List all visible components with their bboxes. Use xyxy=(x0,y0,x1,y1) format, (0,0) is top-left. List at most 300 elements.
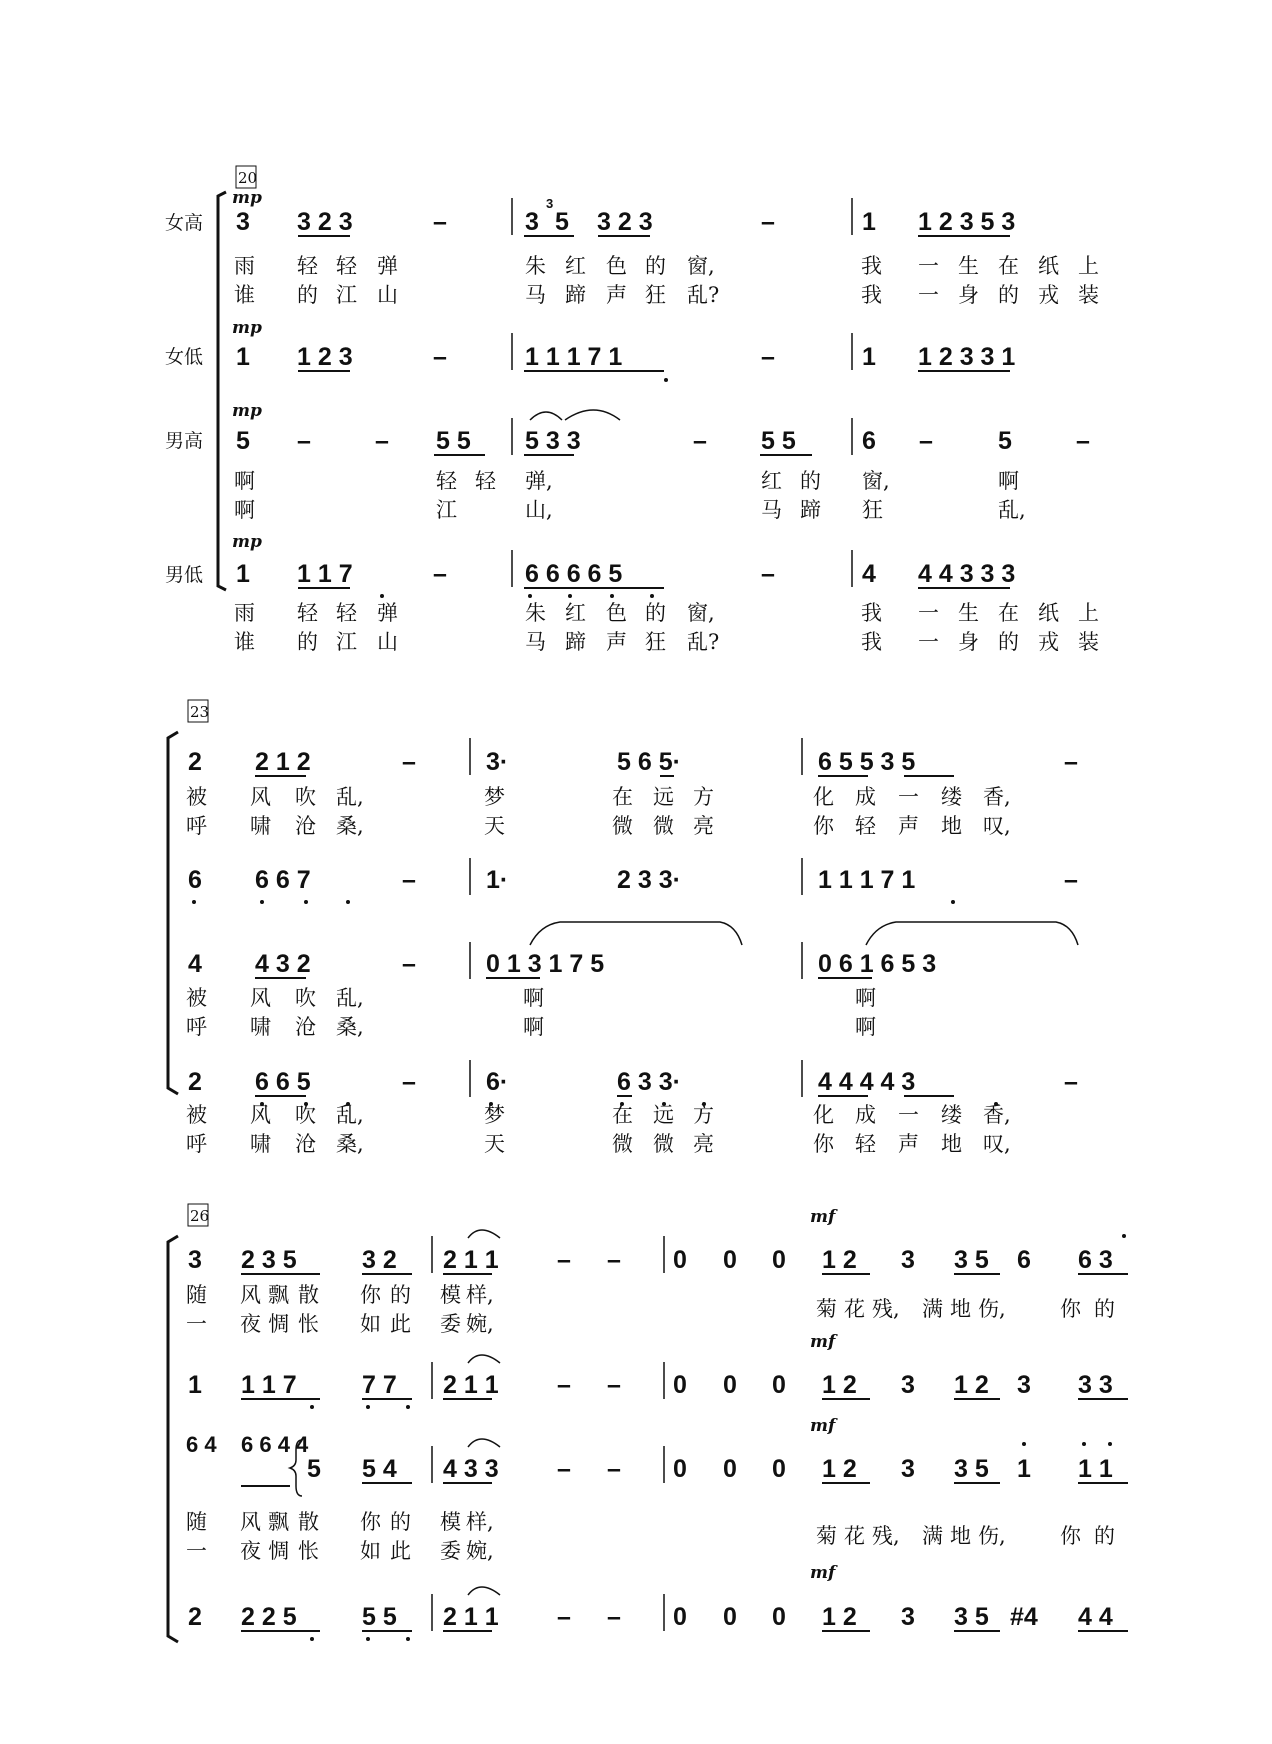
note-group: 0 xyxy=(772,1371,786,1399)
lyric-char: 弹 xyxy=(377,254,398,278)
stave-soprano xyxy=(236,196,1015,236)
lyric-char: 啊 xyxy=(523,1015,544,1039)
lyric-char: 你 xyxy=(1060,1297,1081,1321)
note-group: 3 2 3 xyxy=(297,208,353,236)
lyric-char: 桑, xyxy=(336,1015,364,1039)
lyric-char: 戎 xyxy=(1038,630,1059,654)
stave-alto xyxy=(188,866,1078,904)
lyric-char: 呼 xyxy=(186,1132,207,1156)
lyric-char: 戎 xyxy=(1038,283,1059,307)
lyric-char: 成 xyxy=(855,1103,876,1127)
note-group: 1 xyxy=(862,208,876,236)
lyric-char: 江 xyxy=(336,283,357,307)
lyric-char: 样, xyxy=(466,1283,494,1307)
voice-label: 女低 xyxy=(165,346,204,368)
note-group: – xyxy=(607,1371,621,1399)
note-group: 0 1 3 1 7 5 xyxy=(486,950,605,978)
note-group: – xyxy=(1064,748,1078,776)
octave-dots xyxy=(380,594,654,598)
note-group: 6 4 xyxy=(186,1432,217,1457)
lyric-char: 红 xyxy=(565,254,586,278)
note-group: – xyxy=(607,1246,621,1274)
lyric-char: 风 xyxy=(250,986,271,1010)
lyric-char: 委 xyxy=(440,1539,461,1563)
lyric-char: 啊 xyxy=(523,986,544,1010)
lyric-char: 模 xyxy=(440,1510,461,1534)
lyric-char: 身 xyxy=(958,283,979,307)
lyric-char: 的 xyxy=(800,469,821,493)
note-group: 1 2 xyxy=(822,1371,857,1399)
stave-alto xyxy=(236,343,1015,382)
lyric-char: 随 xyxy=(186,1283,207,1307)
lyric-char: 微 xyxy=(653,1132,674,1156)
note-group: 3 xyxy=(901,1371,915,1399)
barlines xyxy=(470,738,802,1097)
note-group: 4 xyxy=(188,950,202,978)
lyric-char: 红 xyxy=(565,601,586,625)
note-group: 4 4 3 3 3 xyxy=(918,560,1016,588)
slur xyxy=(565,410,620,420)
octave-dots xyxy=(192,900,955,904)
lyric-char: 马 xyxy=(525,630,546,654)
note-group: 2 xyxy=(188,748,202,776)
note-group: – xyxy=(607,1455,621,1483)
note-group: 3 3 xyxy=(1078,1371,1113,1399)
note-group: – xyxy=(1076,427,1090,455)
note-group: – xyxy=(557,1246,571,1274)
note-group: 1 1 7 xyxy=(241,1371,297,1399)
note-group: #4 xyxy=(1010,1603,1038,1631)
stave-soprano xyxy=(188,748,1078,776)
lyric-char: 生 xyxy=(958,601,979,625)
lyric-char: 的 xyxy=(645,601,666,625)
lyric-char: 桑, xyxy=(336,1132,364,1156)
note-group: 6 5 5 3 5 xyxy=(818,748,916,776)
lyric-char: 上 xyxy=(1078,601,1099,625)
note-group: 1· xyxy=(486,866,509,894)
note-group: 1 2 xyxy=(822,1246,857,1274)
note-group: 3 5 xyxy=(954,1603,989,1631)
lyric-char: 委 xyxy=(440,1312,461,1336)
lyric-char: 天 xyxy=(484,814,505,838)
slur xyxy=(530,922,742,945)
lyrics-bass xyxy=(234,601,1099,654)
lyric-char: 轻 xyxy=(436,469,457,493)
lyric-char: 怅 xyxy=(298,1312,319,1336)
note-group: 6 6 7 xyxy=(255,866,311,894)
note-group: 1 2 3 5 3 xyxy=(918,208,1016,236)
stave-bass xyxy=(188,1068,1078,1106)
voice-label: 男低 xyxy=(165,564,204,586)
note-group: – xyxy=(919,427,933,455)
voice-label: 男高 xyxy=(165,430,204,452)
lyric-char: 乱? xyxy=(687,630,720,654)
lyric-char: 轻 xyxy=(475,469,496,493)
lyric-char: 风 xyxy=(240,1510,261,1534)
note-group: 0 xyxy=(772,1246,786,1274)
note-group: 1 xyxy=(236,560,250,588)
note-group: 0 xyxy=(673,1371,687,1399)
note-group: 3 5 xyxy=(954,1246,989,1274)
lyric-char: 在 xyxy=(612,1103,633,1127)
lyric-char: 一 xyxy=(918,254,939,278)
lyric-char: 马 xyxy=(525,283,546,307)
slur xyxy=(468,1230,500,1238)
note-group: – xyxy=(402,866,416,894)
note-group: 7 7 xyxy=(362,1371,397,1399)
lyric-char: 雨 xyxy=(234,601,255,625)
note-group: 2 1 1 xyxy=(443,1603,499,1631)
note-group: 0 xyxy=(723,1603,737,1631)
note-group: 0 xyxy=(772,1603,786,1631)
octave-dot xyxy=(1122,1234,1126,1238)
lyric-char: 朱 xyxy=(525,601,546,625)
lyric-char: 窗, xyxy=(862,469,890,493)
lyric-char: 乱? xyxy=(687,283,720,307)
note-group: 1 1 xyxy=(1078,1455,1113,1483)
note-group: 2 3 3· xyxy=(617,866,681,894)
lyric-char: 沧 xyxy=(295,814,316,838)
note-group: 3 xyxy=(188,1246,202,1274)
lyric-char: 声 xyxy=(898,814,919,838)
note-group: 6 3 xyxy=(1078,1246,1113,1274)
note-group: 0 xyxy=(673,1455,687,1483)
lyric-char: 吹 xyxy=(295,986,316,1010)
lyric-char: 轻 xyxy=(336,601,357,625)
note-group: 0 xyxy=(723,1246,737,1274)
lyrics-soprano xyxy=(234,254,1099,307)
lyric-char: 化 xyxy=(813,785,834,809)
lyric-char: 花 xyxy=(844,1297,865,1321)
lyric-char: 朱 xyxy=(525,254,546,278)
note-group: – xyxy=(402,1068,416,1096)
note-group: 2 1 1 xyxy=(443,1246,499,1274)
note-group: – xyxy=(433,560,447,588)
slur xyxy=(468,1355,500,1363)
note-group: – xyxy=(557,1455,571,1483)
underlines xyxy=(241,1483,1128,1486)
lyric-char: 梦 xyxy=(484,785,505,809)
lyric-char: 此 xyxy=(390,1312,411,1336)
lyric-char: 狂 xyxy=(862,498,883,522)
lyric-char: 山, xyxy=(525,498,553,522)
note-group: 6 6 6 6 5 xyxy=(525,560,623,588)
lyric-char: 沧 xyxy=(295,1132,316,1156)
lyric-char: 的 xyxy=(1094,1524,1115,1548)
note-group: 2 xyxy=(188,1603,202,1631)
note-group: 6 xyxy=(862,427,876,455)
lyric-char: 风 xyxy=(250,1103,271,1127)
note-group: 0 xyxy=(723,1455,737,1483)
lyric-char: 江 xyxy=(336,630,357,654)
note-group: 0 xyxy=(673,1603,687,1631)
lyric-char: 吹 xyxy=(295,1103,316,1127)
lyric-char: 天 xyxy=(484,1132,505,1156)
note-group: 5 6 5· xyxy=(617,748,681,776)
slur xyxy=(866,922,1078,945)
lyric-char: 弹, xyxy=(525,469,553,493)
dynamic-mark: mf xyxy=(810,1416,836,1436)
lyrics-bass xyxy=(186,1103,1011,1156)
lyric-char: 的 xyxy=(297,630,318,654)
slur xyxy=(468,1439,500,1447)
note-group: 3 xyxy=(901,1455,915,1483)
note-group: 5 4 xyxy=(362,1455,397,1483)
lyric-char: 在 xyxy=(998,601,1019,625)
note-group: 3 xyxy=(525,208,539,236)
lyric-char: 身 xyxy=(958,630,979,654)
lyric-char: 叹, xyxy=(983,1132,1011,1156)
stave-alto xyxy=(188,1355,1128,1409)
lyric-char: 伤, xyxy=(978,1297,1006,1321)
stave-tenor xyxy=(188,922,1078,978)
lyric-char: 一 xyxy=(186,1312,207,1336)
lyric-char: 啊 xyxy=(234,498,255,522)
lyric-char: 装 xyxy=(1078,630,1099,654)
note-group: 6· xyxy=(486,1068,509,1096)
note-group: 2 2 5 xyxy=(241,1603,297,1631)
slur xyxy=(468,1587,500,1595)
lyric-char: 沧 xyxy=(295,1015,316,1039)
lyric-char: 蹄 xyxy=(565,283,586,307)
lyric-char: 一 xyxy=(898,785,919,809)
lyric-char: 的 xyxy=(390,1510,411,1534)
note-group: – xyxy=(557,1603,571,1631)
lyric-char: 一 xyxy=(186,1539,207,1563)
lyric-char: 飘 xyxy=(268,1283,289,1307)
note-group: 3· xyxy=(486,748,509,776)
lyric-char: 一 xyxy=(918,630,939,654)
note-group: 1 1 1 7 1 xyxy=(525,343,623,371)
lyric-char: 菊 xyxy=(816,1524,837,1548)
stave-bass xyxy=(188,1587,1128,1641)
lyric-char: 轻 xyxy=(297,601,318,625)
note-group: 5 xyxy=(555,208,569,236)
system-2 xyxy=(168,700,1078,1156)
note-group: 5 5 xyxy=(436,427,471,455)
lyric-char: 你 xyxy=(813,1132,834,1156)
lyric-char: 风 xyxy=(240,1283,261,1307)
note-group: 1 2 3 3 1 xyxy=(918,343,1016,371)
lyric-char: 地 xyxy=(950,1524,971,1548)
lyric-char: 装 xyxy=(1078,283,1099,307)
lyrics-tenor xyxy=(234,469,1026,522)
stave-bass xyxy=(236,560,1015,598)
lyric-char: 微 xyxy=(612,1132,633,1156)
lyric-char: 一 xyxy=(918,283,939,307)
lyric-char: 随 xyxy=(186,1510,207,1534)
lyric-char: 飘 xyxy=(268,1510,289,1534)
note-group: 3 xyxy=(901,1603,915,1631)
lyric-char: 的 xyxy=(1094,1297,1115,1321)
lyric-char: 呼 xyxy=(186,814,207,838)
lyric-char: 纸 xyxy=(1038,601,1059,625)
note-group: 0 xyxy=(673,1246,687,1274)
lyric-char: 蹄 xyxy=(800,498,821,522)
lyric-char: 夜 xyxy=(240,1539,261,1563)
note-group: 5 5 xyxy=(761,427,796,455)
note-group: 5 3 3 xyxy=(525,427,581,455)
note-group: 1 xyxy=(862,343,876,371)
lyric-char: 微 xyxy=(612,814,633,838)
note-group: 2 1 1 xyxy=(443,1371,499,1399)
lyric-char: 地 xyxy=(950,1297,971,1321)
note-group: 1 xyxy=(1017,1455,1031,1483)
note-group: 6 3 3· xyxy=(617,1068,681,1096)
lyric-char: 纸 xyxy=(1038,254,1059,278)
lyric-char: 亮 xyxy=(693,814,714,838)
octave-dots xyxy=(310,1405,410,1409)
note-group: 1 2 xyxy=(822,1455,857,1483)
lyric-char: 梦 xyxy=(484,1103,505,1127)
note-group: 3 2 xyxy=(362,1246,397,1274)
note-group: – xyxy=(433,208,447,236)
lyric-char: 地 xyxy=(941,814,962,838)
note-group: – xyxy=(375,427,389,455)
lyric-char: 山 xyxy=(377,283,398,307)
lyric-char: 残, xyxy=(872,1297,900,1321)
lyric-char: 窗, xyxy=(687,254,715,278)
lyric-char: 怅 xyxy=(298,1539,319,1563)
note-group: 1 2 xyxy=(954,1371,989,1399)
note-group: 3 xyxy=(901,1246,915,1274)
lyric-char: 你 xyxy=(360,1510,381,1534)
lyric-char: 被 xyxy=(186,1103,207,1127)
lyric-char: 色 xyxy=(606,254,627,278)
grace-note: 3 xyxy=(546,196,554,211)
octave-dot xyxy=(664,378,668,382)
dynamic-mark: mp xyxy=(232,188,262,208)
lyric-char: 吹 xyxy=(295,785,316,809)
lyric-char: 的 xyxy=(390,1283,411,1307)
note-group: 1 xyxy=(236,343,250,371)
note-group: 4 3 3 xyxy=(443,1455,499,1483)
system-bracket xyxy=(168,1236,178,1642)
note-group: – xyxy=(693,427,707,455)
lyric-char: 轻 xyxy=(855,1132,876,1156)
lyric-char: 缕 xyxy=(941,1103,962,1127)
lyric-char: 我 xyxy=(861,254,882,278)
note-group: 1 2 3 xyxy=(297,343,353,371)
lyric-char: 散 xyxy=(298,1510,319,1534)
lyric-char: 在 xyxy=(612,785,633,809)
lyric-char: 被 xyxy=(186,785,207,809)
lyric-char: 乱, xyxy=(998,498,1026,522)
lyric-char: 菊 xyxy=(816,1297,837,1321)
lyric-char: 声 xyxy=(898,1132,919,1156)
stave-tenor xyxy=(186,1432,1128,1496)
lyric-char: 一 xyxy=(898,1103,919,1127)
barlines xyxy=(512,198,852,587)
lyric-char: 的 xyxy=(998,630,1019,654)
note-group: 5 xyxy=(307,1455,321,1483)
lyric-char: 啸 xyxy=(250,814,271,838)
lyric-char: 乱, xyxy=(336,785,364,809)
lyric-char: 轻 xyxy=(336,254,357,278)
note-group: 0 xyxy=(772,1455,786,1483)
note-group: 0 6 1 6 5 3 xyxy=(818,950,937,978)
lyric-char: 狂 xyxy=(645,283,666,307)
lyric-char: 窗, xyxy=(687,601,715,625)
lyric-char: 桑, xyxy=(336,814,364,838)
lyric-char: 红 xyxy=(761,469,782,493)
lyric-char: 惆 xyxy=(268,1539,289,1563)
lyric-char: 此 xyxy=(390,1539,411,1563)
lyrics-tenor xyxy=(186,1510,1115,1563)
lyrics-tenor xyxy=(186,986,876,1039)
note-group: 4 3 2 xyxy=(255,950,311,978)
lyric-char: 模 xyxy=(440,1283,461,1307)
lyric-char: 如 xyxy=(360,1539,381,1563)
lyric-char: 如 xyxy=(360,1312,381,1336)
note-group: 1 xyxy=(188,1371,202,1399)
lyric-char: 上 xyxy=(1078,254,1099,278)
note-group: – xyxy=(1064,866,1078,894)
stave-soprano xyxy=(188,1230,1128,1274)
note-group: – xyxy=(607,1603,621,1631)
lyric-char: 被 xyxy=(186,986,207,1010)
measure-number: 23 xyxy=(190,703,210,721)
lyric-char: 呼 xyxy=(186,1015,207,1039)
lyric-char: 江 xyxy=(436,498,457,522)
note-group: – xyxy=(402,748,416,776)
system-3 xyxy=(168,1204,1128,1642)
note-group: 6 xyxy=(188,866,202,894)
lyric-char: 一 xyxy=(918,601,939,625)
lyric-char: 散 xyxy=(298,1283,319,1307)
dynamic-mark: mp xyxy=(232,532,262,552)
lyric-char: 声 xyxy=(606,630,627,654)
lyric-char: 弹 xyxy=(377,601,398,625)
voice-label: 女高 xyxy=(165,212,204,234)
lyric-char: 狂 xyxy=(645,630,666,654)
lyric-char: 乱, xyxy=(336,986,364,1010)
lyric-char: 地 xyxy=(941,1132,962,1156)
note-group: 4 4 xyxy=(1078,1603,1113,1631)
system-1 xyxy=(165,166,1099,654)
lyric-char: 你 xyxy=(360,1283,381,1307)
lyric-char: 啊 xyxy=(855,1015,876,1039)
note-group: 1 1 1 7 1 xyxy=(818,866,916,894)
lyric-char: 残, xyxy=(872,1524,900,1548)
stave-tenor xyxy=(236,410,1090,455)
dynamic-mark: mf xyxy=(810,1207,836,1227)
note-group: 2 xyxy=(188,1068,202,1096)
note-group: – xyxy=(761,560,775,588)
lyric-char: 样, xyxy=(466,1510,494,1534)
lyric-char: 啊 xyxy=(855,986,876,1010)
lyric-char: 谁 xyxy=(234,630,255,654)
note-group: – xyxy=(761,343,775,371)
lyric-char: 方 xyxy=(693,785,714,809)
lyric-char: 香, xyxy=(983,785,1011,809)
lyric-char: 的 xyxy=(297,283,318,307)
note-group: 5 xyxy=(236,427,250,455)
lyric-char: 轻 xyxy=(855,814,876,838)
note-group: – xyxy=(1064,1068,1078,1096)
note-group: 2 1 2 xyxy=(255,748,311,776)
lyric-char: 啊 xyxy=(998,469,1019,493)
note-group: 1 1 7 xyxy=(297,560,353,588)
lyric-char: 声 xyxy=(606,283,627,307)
lyric-char: 花 xyxy=(844,1524,865,1548)
note-group: 3 xyxy=(236,208,250,236)
lyrics-soprano xyxy=(186,1283,1115,1336)
lyric-char: 缕 xyxy=(941,785,962,809)
note-group: – xyxy=(433,343,447,371)
note-group: 5 xyxy=(998,427,1012,455)
lyric-char: 化 xyxy=(813,1103,834,1127)
